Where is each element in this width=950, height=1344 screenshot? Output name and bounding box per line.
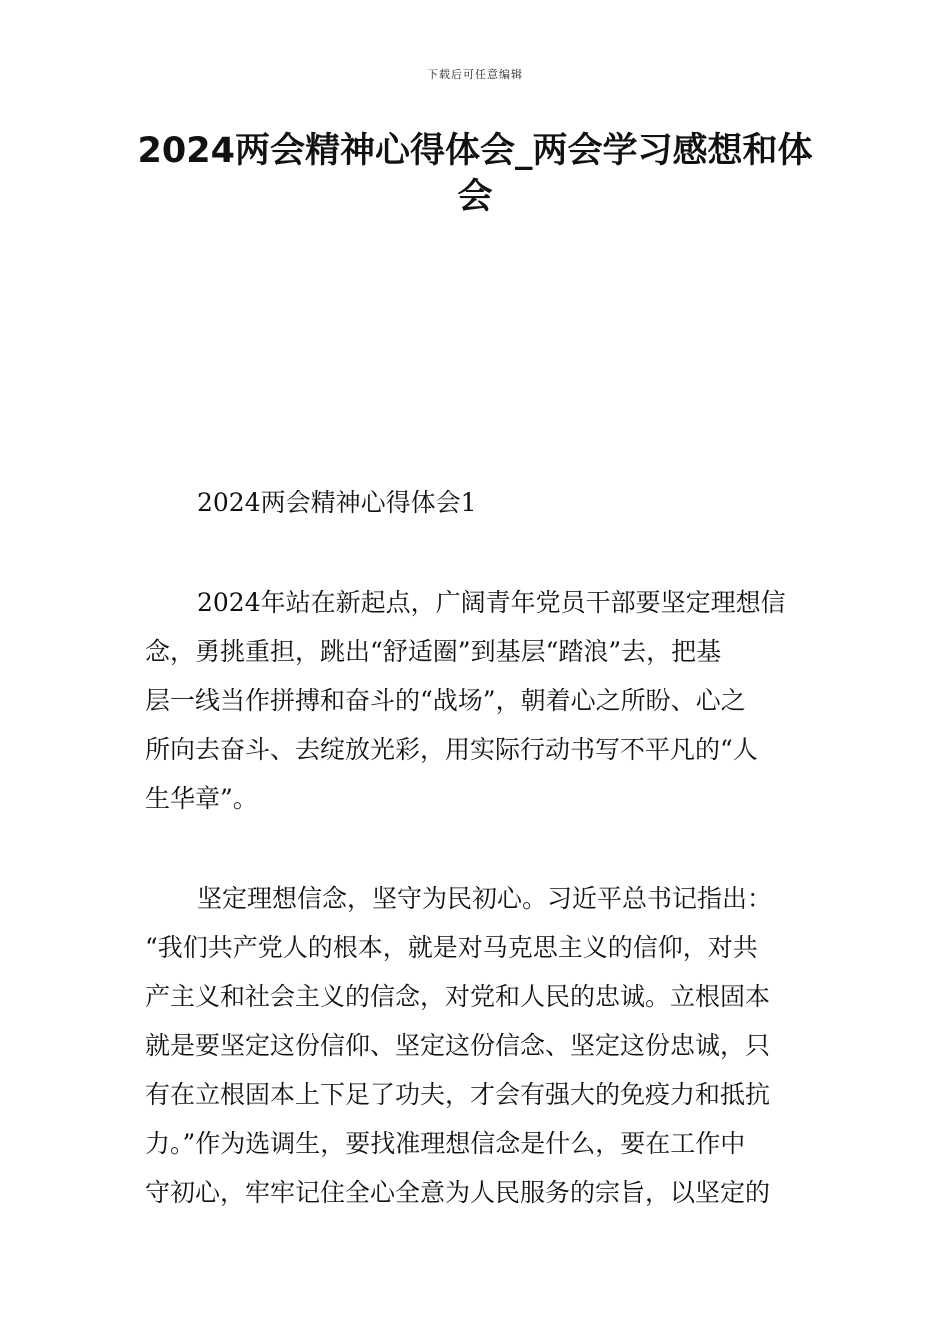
paragraph-line: 产主义和社会主义的信念，对党和人民的忠诚。立根固本 [145,982,771,1011]
paragraph-line: 有在立根固本上下足了功夫，才会有强大的免疫力和抵抗 [145,1080,771,1109]
paragraph-line: 2024年站在新起点，广阔青年党员干部要坚定理想信 [197,588,786,617]
paragraph-1 [145,578,807,823]
section-subheading [145,478,807,527]
header-note: 下载后可任意编辑 [427,68,523,81]
paragraph-line: 所向去奋斗、去绽放光彩，用实际行动书写不平凡的“人 [145,735,758,764]
paragraph-line: 生华章”。 [145,784,258,813]
document-title [130,128,820,220]
subheading-text: 2024两会精神心得体会1 [197,488,477,517]
paragraph-line: “我们共产党人的根本，就是对马克思主义的信仰，对共 [145,933,758,962]
paragraph-line: 层一线当作拼搏和奋斗的“战场”，朝着心之所盼、心之 [145,686,746,715]
paragraph-line: 守初心，牢牢记住全心全意为人民服务的宗旨，以坚定的 [145,1178,771,1207]
paragraph-line: 力。”作为选调生，要找准理想信念是什么，要在工作中 [145,1129,746,1158]
title-line-1: 2024两会精神心得体会_两会学习感想和体 [137,131,813,171]
paragraph-2 [145,874,807,1217]
paragraph-line: 念，勇挑重担，跳出“舒适圈”到基层“踏浪”去，把基 [145,637,722,666]
paragraph-line: 就是要坚定这份信仰、坚定这份信念、坚定这份忠诚，只 [145,1031,771,1060]
title-line-2: 会 [457,177,493,217]
paragraph-line: 坚定理想信念，坚守为民初心。习近平总书记指出： [197,884,773,913]
